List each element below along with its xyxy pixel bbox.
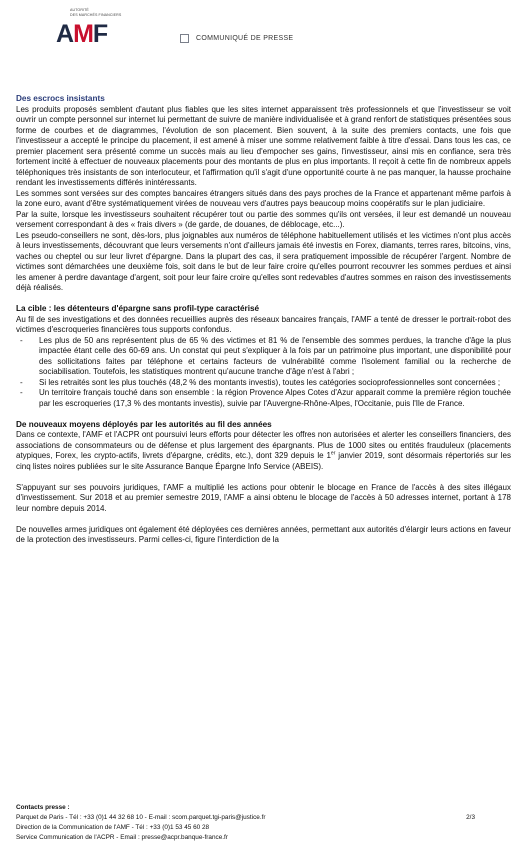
- paragraph: Au fil de ses investigations et des données recueillies auprès des réseaux bancaires français, l'AMF a tenté de dresser le portrait-robot des victimes d'escroqueries financières tous supports confondus.: [16, 314, 511, 334]
- paragraph: Les produits proposés semblent d'autant plus fiables que les sites internet apparaissent très professionnels et que l'investisseur se voit ouvrir un compte personnel sur internet lui permettant de suivre de manière individualisée et à grand renfort de statistiques présentées sous forme de courbes et de diagrammes, l'évolution de son placement. Bien souvent, à la suite des premiers contacts, une fois que l'investisseur a accepté le principe du placement, il est amené à miser une somme relativement faible à titre d'essai. Dans tous les cas, ce premier placement sera présenté comme un succès mais au lieu d'empocher ses gains, l'investisseur, ainsi mis en confiance, sera très fortement incité à effectuer de nouveaux placements pour des montants de plus en plus importants. Il reçoit à cette fin de nombreux appels téléphoniques très insistants de son interlocuteur, et l'affirmation qu'il s'agit d'une opportunité courte à ne pas manquer, la hausse prochaine rendant les investissements différés inintéressants.: [16, 104, 511, 187]
- page-number: 2/3: [466, 814, 475, 821]
- section-title-moyens: De nouveaux moyens déployés par les autorités au fil des années: [16, 419, 272, 429]
- document-body: [16, 94, 511, 546]
- spacer: [16, 514, 511, 525]
- spacer: [16, 409, 511, 420]
- logo-wordmark: AMF: [56, 20, 108, 48]
- logo-tagline: AUTORITÉ DES MARCHÉS FINANCIERS: [70, 8, 122, 17]
- press-contacts-footer: [16, 803, 511, 843]
- paragraph: S'appuyant sur ses pouvoirs juridiques, l'AMF a multiplié les actions pour obtenir le blocage en France de l'accès à des sites illégaux d'investissement. Sur 2018 et au premier semestre 2019, l'AMF a ainsi obtenu le blocage de l'accès à 50 adresses internet, portant à 178 leur nombre depuis 2014.: [16, 482, 511, 513]
- contact-acpr: Service Communication de l'ACPR - Email : presse@acpr.banque-france.fr: [16, 834, 228, 841]
- dash-icon: -: [20, 388, 23, 397]
- paragraph: Dans ce contexte, l'AMF et l'ACPR ont poursuivi leurs efforts pour détecter les offres non autorisées et alerter les conseillers financiers, des associations de consommateurs ou de défense et plus largement des épargnants. Plus de 1000 sites ou entités frauduleux (placements atypiques, Forex, les crypto-actifs, livrets d'épargne, crédits, etc.), dont 329 depuis le 1er janvier 2019, sont désormais répertoriés sur les cinq listes noires publiées sur le site Assurance Banque Épargne Info Service (ABEIS).: [16, 430, 511, 471]
- dash-icon: -: [20, 335, 23, 345]
- spacer: [16, 294, 511, 305]
- list-item: - Un territoire français touché dans son ensemble : la région Provence Alpes Cotes d'Azur apparait comme la première région touchée par les escroqueries (17,3 % des montants investis), suivie par l'Auvergne-Rhône-Alpes, l'Occitanie, puis l'Ile de France.: [20, 388, 511, 408]
- paragraph: Par la suite, lorsque les investisseurs souhaitent récupérer tout ou partie des sommes qu'ils ont versées, il leur est demandé un nouveau versement correspondant à des « frais divers » (de garde, de douanes, de déblocage, etc...).: [16, 209, 511, 229]
- section-title-escrocs: Des escrocs insistants: [16, 94, 105, 103]
- press-release-label: COMMUNIQUÉ DE PRESSE: [180, 34, 293, 43]
- bullet-list: [16, 336, 511, 410]
- list-item: - Les plus de 50 ans représentent plus de 65 % des victimes et 81 % de l'ensemble des sommes perdues, la tranche d'âge la plus impactée étant celle des 60-69 ans. Un constat qui peut s'expliquer à la fois par un patrimoine plus important, une disponibilité pour des sollicitations faites par téléphone et certains facteurs de vulnérabilité comme l'isolement familial ou la recherche de sociabilisation. Toutefois, les statistiques montrent qu'aucune tranche d'âge n'est à l'abri ;: [20, 335, 511, 376]
- contact-amf: Direction de la Communication de l'AMF - Tél : +33 (0)1 53 45 60 28: [16, 824, 210, 831]
- paragraph: De nouvelles armes juridiques ont également été déployées ces dernières années, permettant aux autorités d'élargir leurs actions en faveur de la protection des investisseurs. Parmi celles-ci, figure l'interdiction de la: [16, 524, 511, 544]
- paragraph: Les sommes sont versées sur des comptes bancaires étrangers situés dans des pays proches de la France et appartenant même parfois à la zone euro, avant d'être systématiquement virées de nouveau vers d'autres pays beaucoup moins coopératifs sur le plan judiciaire.: [16, 188, 511, 208]
- dash-icon: -: [20, 377, 23, 387]
- contact-parquet: Parquet de Paris - Tél : +33 (0)1 44 32 68 10 - E-mail : scom.parquet.tgi-paris@justice.fr: [16, 814, 266, 821]
- paragraph: Les pseudo-conseillers ne sont, dès-lors, plus joignables aux numéros de téléphone habituellement utilisés et les victimes n'ont plus accès à leurs investissements, découvrant que leurs versements n'ont d'ailleurs jamais été investis en Forex, diamants, terres rares, bitcoins, vins, vaches ou cheptel ou sur leur livret d'épargne. Dans la plupart des cas, il sera pratiquement impossible de récupérer l'argent. Nombre de victimes sont démarchées une deuxième fois, soit dans le but de leur faire croire qu'elles pourront recouvrer les sommes perdues et ainsi les amener à perdre davantage d'argent, soit pour leur faire croire qu'elles sont redevables d'autres sommes en raison des investissements déjà réalisés.: [16, 230, 511, 292]
- section-title-cible: La cible : les détenteurs d'épargne sans profil-type caractérisé: [16, 304, 260, 313]
- footer-title: Contacts presse :: [16, 804, 70, 811]
- square-icon: [180, 34, 189, 43]
- spacer: [16, 472, 511, 483]
- list-item: - Si les retraités sont les plus touchés (48,2 % des montants investis), toutes les catégories socioprofessionnelles sont concernées ;: [20, 377, 501, 387]
- amf-logo: [56, 8, 146, 48]
